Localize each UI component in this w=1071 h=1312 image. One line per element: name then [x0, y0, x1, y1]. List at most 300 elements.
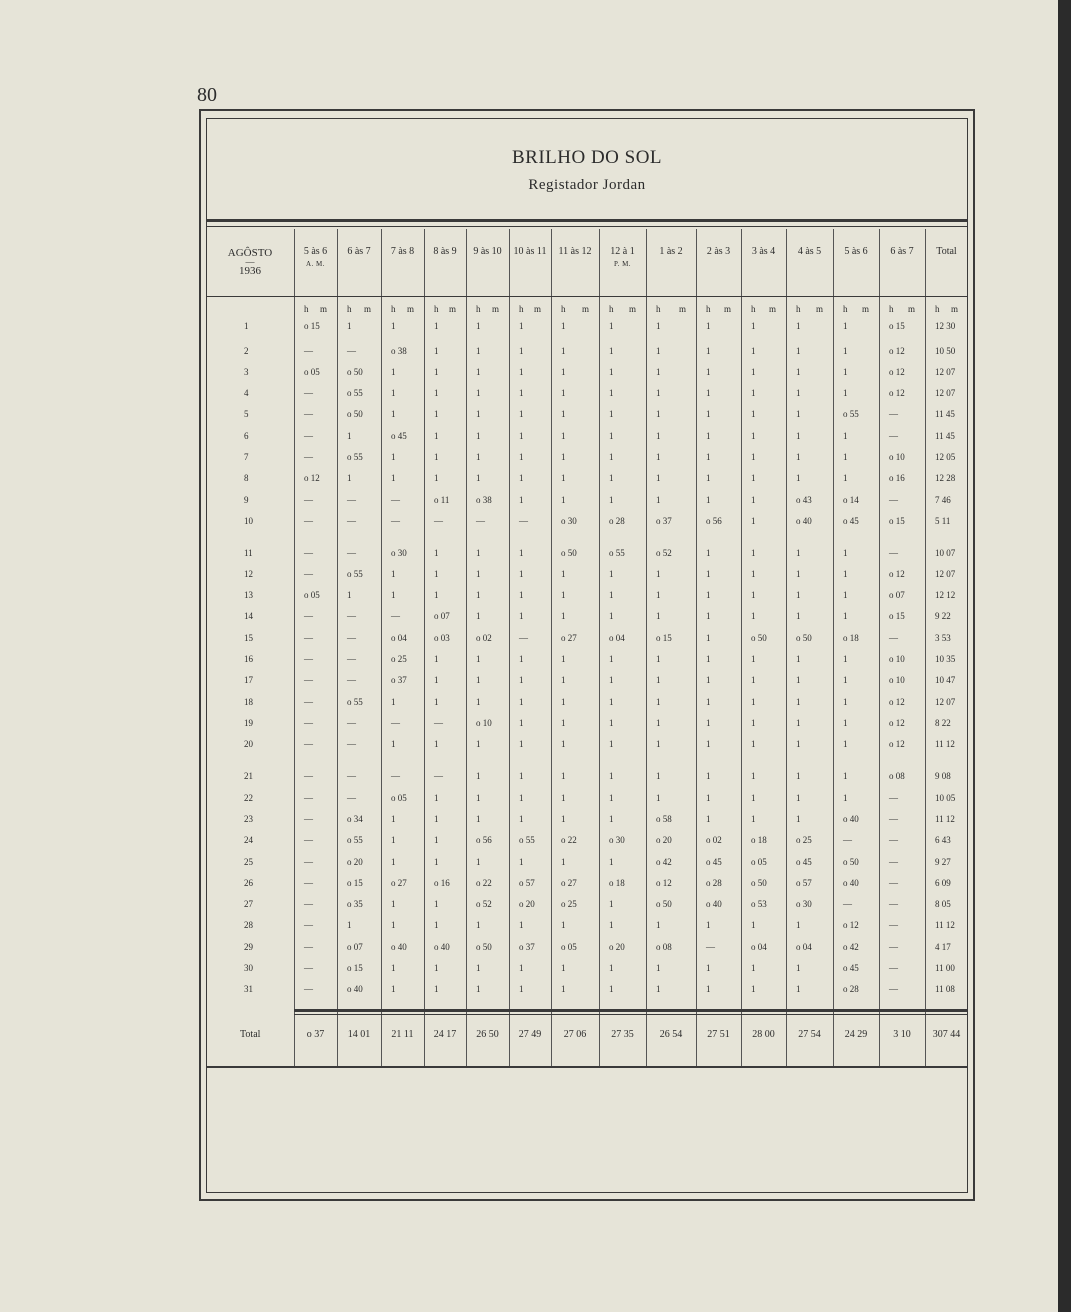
table-cell: 1	[476, 548, 481, 558]
column-divider	[833, 229, 834, 1066]
table-cell: o 12	[889, 718, 905, 728]
table-cell: 1	[706, 739, 711, 749]
unit-label	[751, 304, 776, 314]
table-cell: 11 12	[935, 739, 955, 749]
unit-hours: h	[304, 304, 309, 314]
table-cell: 1	[843, 346, 848, 356]
column-header-label: 6 às 7	[347, 246, 371, 257]
table-cell: 1	[796, 814, 801, 824]
unit-label	[656, 304, 686, 314]
table-cell: 1	[391, 963, 396, 973]
unit-hours: h	[796, 304, 801, 314]
table-cell: —	[304, 718, 313, 728]
table-cell: —	[347, 771, 356, 781]
day-label: 26	[244, 878, 253, 888]
column-header-label: 11 às 12	[558, 246, 592, 257]
table-cell: 1	[391, 452, 396, 462]
table-cell: 1	[561, 611, 566, 621]
table-cell: 11 45	[935, 431, 955, 441]
table-cell: 1	[609, 739, 614, 749]
column-header-period: P. M.	[613, 260, 632, 268]
table-cell: o 07	[347, 942, 363, 952]
table-cell: 8 22	[935, 718, 951, 728]
table-cell: o 56	[706, 516, 722, 526]
table-cell: 1	[391, 814, 396, 824]
table-cell: 1	[561, 739, 566, 749]
table-cell: 1	[843, 431, 848, 441]
column-divider	[551, 229, 552, 1066]
table-cell: 1	[519, 793, 524, 803]
table-cell: —	[519, 516, 528, 526]
table-cell: o 50	[347, 409, 363, 419]
day-label: 14	[244, 611, 253, 621]
unit-hours: h	[889, 304, 894, 314]
total-cell: 27 06	[563, 1029, 587, 1040]
table-cell: —	[843, 835, 852, 845]
table-cell: 10 50	[935, 346, 956, 356]
table-cell: 1	[476, 771, 481, 781]
table-cell: 1	[751, 771, 756, 781]
table-cell: —	[347, 346, 356, 356]
month-header	[206, 247, 294, 277]
table-cell: —	[304, 633, 313, 643]
page-edge	[1058, 0, 1071, 1312]
total-cell: 27 51	[707, 1029, 730, 1040]
unit-hours: h	[519, 304, 524, 314]
table-cell: o 42	[843, 942, 859, 952]
table-cell: o 56	[476, 835, 492, 845]
table-cell: 1	[796, 346, 801, 356]
table-cell: 1	[519, 495, 524, 505]
table-cell: 1	[706, 793, 711, 803]
column-divider	[879, 229, 880, 1066]
table-cell: o 45	[843, 516, 859, 526]
table-cell: 1	[706, 452, 711, 462]
day-label: 17	[244, 675, 253, 685]
table-cell: o 12	[889, 346, 905, 356]
day-label: 29	[244, 942, 253, 952]
table-cell: 1	[656, 409, 661, 419]
table-cell: 1	[609, 675, 614, 685]
table-cell: —	[304, 878, 313, 888]
table-cell: o 02	[476, 633, 492, 643]
table-cell: 12 12	[935, 590, 956, 600]
table-cell: —	[434, 718, 443, 728]
table-cell: o 50	[347, 367, 363, 377]
table-cell: —	[304, 984, 313, 994]
table-cell: 1	[561, 654, 566, 664]
table-subtitle: Registador Jordan	[528, 177, 646, 193]
table-cell: o 30	[796, 899, 812, 909]
column-header	[833, 246, 879, 258]
total-cell: 27 49	[518, 1029, 542, 1040]
table-cell: —	[304, 516, 313, 526]
unit-label	[347, 304, 371, 314]
unit-hours: h	[434, 304, 439, 314]
total-cell: 28 00	[752, 1029, 775, 1040]
column-header	[466, 246, 509, 258]
title-rule-thin	[206, 226, 968, 227]
table-cell: 1	[561, 409, 566, 419]
table-cell: 1	[706, 814, 711, 824]
table-cell: o 37	[391, 675, 407, 685]
day-label: 8	[244, 473, 249, 483]
column-divider	[646, 229, 647, 1066]
table-cell: 1	[706, 569, 711, 579]
table-cell: 1	[391, 473, 396, 483]
table-cell: 1	[609, 431, 614, 441]
table-cell: o 05	[751, 857, 767, 867]
table-cell: —	[304, 409, 313, 419]
column-header-label: 9 às 10	[473, 246, 502, 257]
table-cell: —	[889, 495, 898, 505]
column-header	[424, 246, 466, 258]
unit-label	[706, 304, 731, 314]
table-cell: o 40	[843, 878, 859, 888]
table-cell: 1	[706, 920, 711, 930]
table-cell: 1	[519, 452, 524, 462]
table-cell: 1	[476, 346, 481, 356]
table-cell: 1	[476, 697, 481, 707]
total-cell: 26 54	[659, 1029, 683, 1040]
table-cell: 1	[391, 920, 396, 930]
table-cell: 1	[843, 793, 848, 803]
table-cell: 1	[706, 367, 711, 377]
total-cell: 27 35	[611, 1029, 634, 1040]
table-cell: o 52	[656, 548, 672, 558]
table-cell: 10 05	[935, 793, 956, 803]
table-cell: 1	[609, 771, 614, 781]
table-cell: 1	[796, 452, 801, 462]
table-cell: 1	[796, 793, 801, 803]
table-cell: o 22	[561, 835, 577, 845]
day-label: 4	[244, 388, 249, 398]
table-cell: 12 07	[935, 697, 956, 707]
table-cell: 1	[561, 963, 566, 973]
unit-minutes: m	[950, 304, 958, 314]
day-label: 22	[244, 793, 253, 803]
column-header-label: 1 às 2	[659, 246, 683, 257]
table-cell: 1	[656, 771, 661, 781]
column-header	[381, 246, 424, 258]
table-cell: —	[304, 963, 313, 973]
column-header	[509, 246, 551, 258]
table-cell: 1	[561, 771, 566, 781]
unit-label	[609, 304, 636, 314]
column-header	[879, 246, 925, 258]
table-cell: 1	[751, 452, 756, 462]
table-cell: o 50	[476, 942, 492, 952]
column-divider	[509, 229, 510, 1066]
table-cell: 1	[609, 857, 614, 867]
table-cell: 1	[751, 675, 756, 685]
table-cell: o 15	[656, 633, 672, 643]
table-cell: o 50	[843, 857, 859, 867]
table-cell: 1	[434, 321, 439, 331]
unit-minutes: m	[861, 304, 869, 314]
table-cell: 1	[751, 431, 756, 441]
day-label: 1	[244, 321, 249, 331]
column-divider	[786, 229, 787, 1066]
table-cell: o 03	[434, 633, 450, 643]
table-cell: o 28	[843, 984, 859, 994]
table-cell: o 55	[347, 569, 363, 579]
table-cell: 1	[843, 321, 848, 331]
table-cell: 1	[561, 857, 566, 867]
table-cell: —	[347, 633, 356, 643]
table-cell: —	[347, 548, 356, 558]
unit-hours: h	[706, 304, 711, 314]
total-cell: 3 10	[893, 1029, 911, 1040]
table-cell: o 15	[347, 963, 363, 973]
table-cell: 1	[609, 495, 614, 505]
table-cell: 1	[519, 590, 524, 600]
page-number: 80	[197, 84, 217, 106]
day-label: 13	[244, 590, 253, 600]
table-cell: 1	[706, 697, 711, 707]
table-cell: o 12	[889, 388, 905, 398]
table-cell: 1	[434, 654, 439, 664]
table-cell: o 55	[347, 835, 363, 845]
table-cell: 1	[796, 409, 801, 419]
table-cell: 1	[751, 739, 756, 749]
table-cell: 1	[656, 920, 661, 930]
unit-minutes: m	[448, 304, 456, 314]
table-cell: o 40	[796, 516, 812, 526]
table-cell: 1	[476, 611, 481, 621]
table-cell: 1	[609, 388, 614, 398]
table-cell: 1	[751, 963, 756, 973]
table-cell: 12 07	[935, 367, 956, 377]
unit-minutes: m	[533, 304, 541, 314]
table-cell: 1	[391, 388, 396, 398]
table-cell: 1	[656, 739, 661, 749]
table-cell: 10 35	[935, 654, 956, 664]
table-cell: o 12	[889, 569, 905, 579]
table-cell: —	[304, 942, 313, 952]
table-cell: 1	[796, 675, 801, 685]
table-cell: 1	[706, 771, 711, 781]
unit-hours: h	[843, 304, 848, 314]
table-cell: 1	[751, 495, 756, 505]
table-cell: o 12	[889, 739, 905, 749]
table-cell: 1	[751, 409, 756, 419]
table-cell: 10 47	[935, 675, 956, 685]
table-cell: o 55	[347, 388, 363, 398]
table-cell: —	[889, 814, 898, 824]
total-cell: 27 54	[798, 1029, 821, 1040]
table-cell: o 15	[347, 878, 363, 888]
column-divider	[381, 229, 382, 1066]
table-cell: 1	[476, 984, 481, 994]
table-cell: 1	[391, 409, 396, 419]
table-cell: o 57	[519, 878, 535, 888]
table-cell: 1	[434, 590, 439, 600]
table-cell: —	[889, 431, 898, 441]
table-cell: —	[304, 569, 313, 579]
table-cell: o 27	[561, 633, 577, 643]
table-cell: 1	[561, 984, 566, 994]
table-cell: 1	[434, 963, 439, 973]
table-cell: —	[304, 857, 313, 867]
table-cell: 6 43	[935, 835, 951, 845]
day-label: 28	[244, 920, 253, 930]
table-cell: o 10	[889, 452, 905, 462]
table-cell: 1	[706, 431, 711, 441]
column-header-label: 4 às 5	[797, 246, 822, 257]
table-cell: o 12	[843, 920, 859, 930]
column-header	[337, 246, 381, 258]
header-rule	[206, 296, 968, 297]
table-cell: 1	[561, 675, 566, 685]
table-cell: 1	[609, 793, 614, 803]
table-cell: 12 07	[935, 569, 956, 579]
table-cell: 1	[656, 793, 661, 803]
table-cell: o 35	[347, 899, 363, 909]
table-cell: 1	[751, 516, 756, 526]
month-label: AGÔSTO	[227, 247, 273, 259]
day-label: 16	[244, 654, 253, 664]
table-cell: 1	[391, 899, 396, 909]
table-cell: o 52	[476, 899, 492, 909]
unit-minutes: m	[491, 304, 499, 314]
table-cell: 1	[751, 321, 756, 331]
table-cell: 1	[796, 473, 801, 483]
table-cell: 1	[843, 654, 848, 664]
table-cell: 1	[656, 346, 661, 356]
table-cell: 1	[476, 675, 481, 685]
table-cell: 1	[656, 388, 661, 398]
table-cell: 1	[561, 388, 566, 398]
table-cell: —	[304, 431, 313, 441]
table-cell: —	[391, 718, 400, 728]
table-cell: o 28	[609, 516, 625, 526]
table-cell: o 30	[609, 835, 625, 845]
day-label: 2	[244, 346, 249, 356]
table-cell: 1	[706, 548, 711, 558]
table-cell: o 50	[751, 633, 767, 643]
table-cell: o 45	[706, 857, 722, 867]
column-divider	[424, 229, 425, 1066]
table-cell: 1	[561, 590, 566, 600]
column-header-label: 3 às 4	[751, 246, 776, 257]
unit-hours: h	[391, 304, 396, 314]
table-cell: —	[304, 771, 313, 781]
column-header-label: 2 às 3	[706, 246, 731, 257]
table-cell: o 04	[751, 942, 767, 952]
table-cell: 1	[434, 984, 439, 994]
table-cell: o 12	[656, 878, 672, 888]
table-cell: —	[304, 920, 313, 930]
unit-label	[796, 304, 823, 314]
table-cell: —	[889, 963, 898, 973]
column-divider	[337, 229, 338, 1066]
table-cell: o 15	[889, 321, 905, 331]
table-cell: 1	[796, 920, 801, 930]
table-cell: 1	[609, 367, 614, 377]
table-cell: o 37	[519, 942, 535, 952]
table-cell: o 08	[889, 771, 905, 781]
table-cell: 1	[656, 675, 661, 685]
table-cell: 1	[796, 771, 801, 781]
table-cell: 1	[561, 793, 566, 803]
table-cell: o 27	[391, 878, 407, 888]
table-cell: 1	[391, 697, 396, 707]
table-cell: o 05	[304, 367, 320, 377]
table-cell: o 38	[391, 346, 407, 356]
unit-label	[434, 304, 456, 314]
table-cell: 1	[656, 611, 661, 621]
unit-label	[519, 304, 541, 314]
table-cell: o 20	[609, 942, 625, 952]
table-cell: 10 07	[935, 548, 956, 558]
day-label: 21	[244, 771, 253, 781]
table-cell: 1	[347, 920, 352, 930]
table-cell: 1	[476, 409, 481, 419]
table-cell: o 40	[843, 814, 859, 824]
title-rule	[206, 219, 968, 222]
table-cell: 1	[751, 548, 756, 558]
table-cell: 1	[476, 739, 481, 749]
table-cell: 1	[796, 611, 801, 621]
table-cell: 1	[476, 793, 481, 803]
table-cell: 1	[519, 739, 524, 749]
year-label: 1936	[239, 265, 261, 277]
table-cell: —	[391, 611, 400, 621]
table-cell: 1	[609, 654, 614, 664]
table-cell: 1	[434, 367, 439, 377]
table-cell: 1	[751, 569, 756, 579]
table-cell: 1	[796, 431, 801, 441]
column-header	[294, 246, 337, 270]
table-cell: 1	[391, 367, 396, 377]
table-cell: 1	[519, 771, 524, 781]
table-cell: 1	[519, 857, 524, 867]
table-cell: 1	[519, 654, 524, 664]
table-cell: 6 09	[935, 878, 951, 888]
table-cell: 1	[561, 495, 566, 505]
unit-minutes: m	[406, 304, 414, 314]
table-cell: o 55	[843, 409, 859, 419]
table-cell: o 12	[889, 367, 905, 377]
table-cell: o 15	[889, 611, 905, 621]
table-cell: 1	[609, 473, 614, 483]
table-cell: o 20	[519, 899, 535, 909]
table-cell: 1	[434, 814, 439, 824]
table-cell: 1	[476, 321, 481, 331]
table-cell: 1	[843, 388, 848, 398]
table-cell: o 05	[391, 793, 407, 803]
table-cell: —	[304, 814, 313, 824]
table-cell: 1	[519, 984, 524, 994]
table-cell: —	[706, 942, 715, 952]
unit-hours: h	[751, 304, 756, 314]
table-cell: 1	[519, 367, 524, 377]
table-cell: 1	[476, 963, 481, 973]
table-cell: 1	[796, 590, 801, 600]
table-cell: 8 05	[935, 899, 951, 909]
day-label: 27	[244, 899, 253, 909]
table-cell: o 08	[656, 942, 672, 952]
table-cell: 1	[706, 633, 711, 643]
total-cell: 21 11	[391, 1029, 414, 1040]
table-cell: o 43	[796, 495, 812, 505]
table-cell: 1	[519, 569, 524, 579]
table-cell: 1	[796, 569, 801, 579]
table-cell: o 40	[347, 984, 363, 994]
table-cell: —	[304, 611, 313, 621]
table-cell: 1	[656, 654, 661, 664]
